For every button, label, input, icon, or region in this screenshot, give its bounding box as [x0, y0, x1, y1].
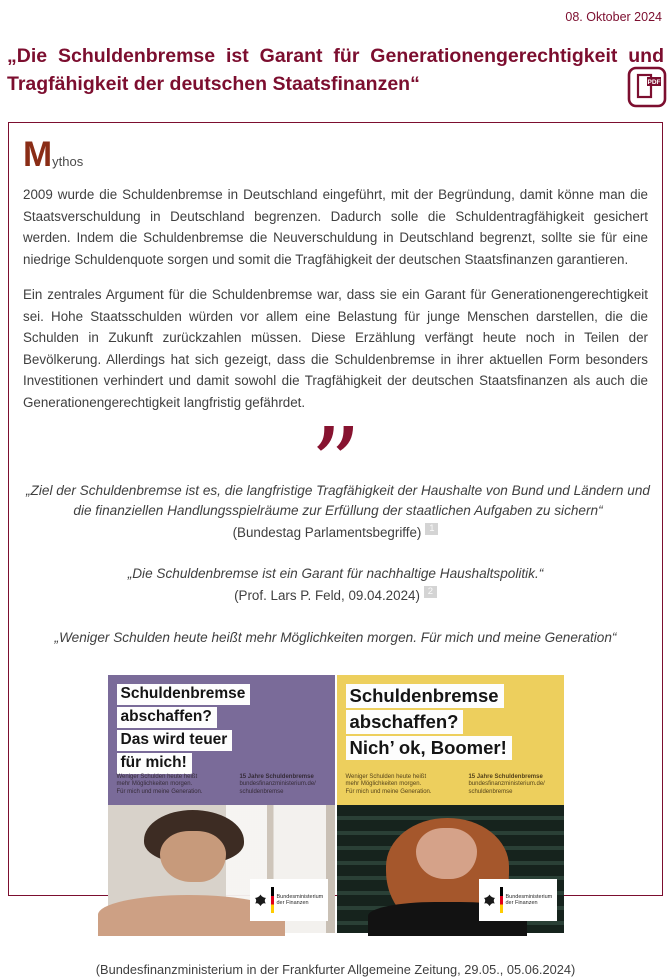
- citation-feld-text: (Prof. Lars P. Feld, 09.04.2024): [234, 588, 420, 603]
- footnote-2-link[interactable]: 2: [424, 586, 437, 598]
- bmf-logo-text: Bundesministerium der Finanzen: [276, 893, 324, 906]
- bmf-logo: [250, 879, 328, 921]
- pdf-icon: [627, 79, 667, 111]
- paragraph-2: Ein zentrales Argument für die Schuldenbremse war, dass sie ein Garant für Generationengerechtigkeit sei. Hohe Staatsschulden würden vor allem eine Belastung für junge Menschen darstellen, die die Schulden in Zukunft zurückzahlen müssen. Diese Erzählung verfängt heute noch in Teilen der Bevölkerung. Allerdings hat sich gezeigt, dass die Schuldenbremse in ihrer aktuellen Form besonders Investitionen verhindert und damit sowohl die Tragfähigkeit der deutschen Staatsfinanzen als auch die Generationengerechtigkeit langfristig gefährdet.: [23, 287, 648, 410]
- poster-purple-head: [108, 675, 335, 805]
- poster-purple-headline-line: für mich!: [117, 753, 192, 774]
- quote-feld: „Die Schuldenbremse ist ein Garant für nachhaltige Haushaltspolitik.“: [127, 566, 544, 581]
- pdf-download-button[interactable]: [627, 64, 667, 108]
- poster-yellow-subtext: [346, 774, 558, 797]
- campaign-posters-image: [23, 675, 648, 933]
- black-red-gold-stripe: [500, 887, 503, 913]
- paragraph-1: 2009 wurde die Schuldenbremse in Deutschland eingeführt, mit der Begründung, damit könne man die Staatsverschuldung in Deutschland begrenzen. Dadurch solle die Schuldentragfähigkeit gesichert werden. Indem die Schuldenbremse die Neuverschuldung in Deutschland begrenzt, sollte sie für eine niedrige Schuldenquote sorgen und somit die Tragfähigkeit der deutschen Staatsfinanzen garantieren.: [23, 187, 648, 267]
- mythos-box: [8, 122, 663, 977]
- poster-yellow-claim: Weniger Schulden heute heißt mehr Möglichkeiten morgen. Für mich und meine Generation.: [345, 773, 432, 795]
- citation-feld: [23, 586, 648, 603]
- mythos-heading-initial: M: [23, 135, 53, 174]
- citation-bundestag-text: (Bundestag Parlamentsbegriffe): [232, 525, 422, 540]
- poster-purple-photo: [108, 805, 335, 933]
- image-caption: (Bundesfinanzministerium in der Frankfurter Allgemeine Zeitung, 29.05., 05.06.2024): [95, 962, 576, 977]
- footnote-1-link[interactable]: 1: [425, 523, 438, 535]
- poster-purple-subtext: [117, 774, 329, 797]
- poster-yellow-head: [337, 675, 564, 805]
- quotation-mark-ornament: ”: [309, 406, 362, 523]
- poster-purple-claim: Weniger Schulden heute heißt mehr Möglichkeiten morgen. Für mich und meine Generation.: [116, 773, 203, 795]
- poster-yellow-info: 15 Jahre Schuldenbremse bundesfinanzministerium.de/ schuldenbremse: [468, 773, 545, 795]
- poster-yellow-headline-line: Nich’ ok, Boomer!: [346, 736, 512, 760]
- poster-yellow-headline-line: Schuldenbremse: [346, 684, 504, 708]
- bmf-logo: [479, 879, 557, 921]
- poster-purple-headline-line: Das wird teuer: [117, 730, 233, 751]
- poster-purple: [108, 675, 335, 933]
- young-woman-face: [416, 828, 477, 879]
- bmf-logo-text: Bundesministerium der Finanzen: [505, 893, 553, 906]
- federal-eagle-icon: [482, 893, 497, 908]
- publication-date: 08. Oktober 2024: [565, 10, 662, 24]
- poster-purple-headline-line: Schuldenbremse: [117, 684, 251, 705]
- citation-bundestag: [23, 523, 648, 540]
- page-title: „Die Schuldenbremse ist Garant für Generationengerechtigkeit und Tragfähigkeit der deutschen Staatsfinanzen“: [7, 45, 664, 95]
- poster-yellow-photo: [337, 805, 564, 933]
- federal-eagle-icon: [253, 893, 268, 908]
- young-man-face: [160, 831, 226, 882]
- poster-yellow-headline-line: abschaffen?: [346, 710, 464, 734]
- poster-purple-info: 15 Jahre Schuldenbremse bundesfinanzministerium.de/ schuldenbremse: [239, 773, 316, 795]
- quote-bundestag: „Ziel der Schuldenbremse ist es, die langfristige Tragfähigkeit der Haushalte von Bund und Ländern und die finanziellen Handlungsspielräume zur Erfüllung der staatlichen Aufgaben zu sichern“: [26, 483, 650, 518]
- black-red-gold-stripe: [271, 887, 274, 913]
- svg-text:PDF: PDF: [647, 79, 661, 86]
- poster-purple-headline-line: abschaffen?: [117, 707, 217, 728]
- mythos-heading: [23, 135, 648, 175]
- mythos-heading-rest: ythos: [52, 154, 84, 169]
- poster-yellow: [337, 675, 564, 933]
- quote-campaign-slogan: „Weniger Schulden heute heißt mehr Möglichkeiten morgen. Für mich und meine Generation“: [54, 630, 617, 645]
